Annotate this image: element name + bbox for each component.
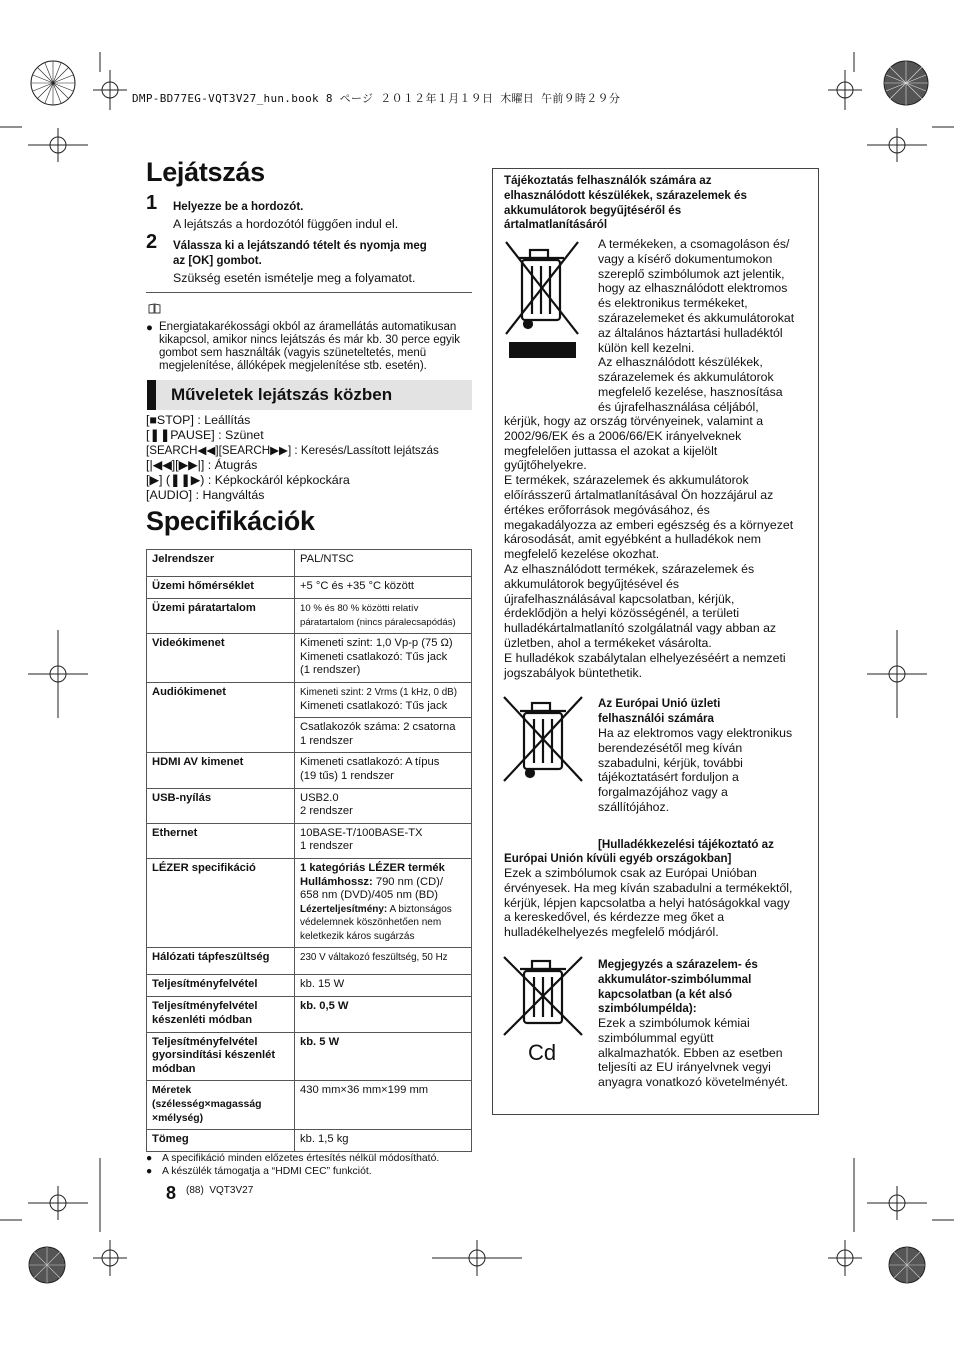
page-code: (88) VQT3V27 (186, 1185, 254, 1196)
eu-text: Ha az elektromos vagy elektronikus berendezésétől meg kíván szabadulni, kérjük, további tájékoztatásért forduljon a forgalmazójához vagy a szállítójához. (598, 726, 793, 814)
info-para1-full: kérjük, hogy az ország törvényeinek, valamint a 2002/96/EK és a 2006/66/EK irányelveknek megfelelően juttassa el azokat a kijelölt gyűjtőhelyekre. E termékek, szárazelemek és akkumulátorok előírásszerű ártalmatlanításával Ön hozzájárul az értékes erőforrások megóvásához, és megakadályozza az emberi egészség és a környezet károsodását, amit egyébként a hulladékok nem megfelelő kezelése okozhat. Az elhasználódott termékek, szárazelemek és akkumulátorok begyűjtésével és újrafelhasználásával kapcsolatban, kérjük, érdeklődjön a helyi közösségénél, a területi hulladékártalmatlanító szolgálatnál vagy abban az üzletben, ahol a termékeket vásárolta. E hulladékok szabálytalan elhelyezéséért a nemzeti jogszabályok büntethetik. (504, 414, 794, 680)
table-row: Ethernet 10BASE-T/100BASE-TX 1 rendszer (147, 823, 472, 858)
table-row: Audiókimenet Kimeneti szint: 2 Vrms (1 kHz, 0 dB) Kimeneti csatlakozó: Tűs jack (147, 682, 472, 717)
crossed-bin-icon (500, 955, 586, 1041)
info-title: Tájékoztatás felhasználók számára az elhasználódott készülékek, szárazelemek és akkumulátorok begyűjtéséről és ártalmatlanításáról (504, 174, 747, 232)
battery-text: Ezek a szimbólumok kémiai szimbólummal együtt alkalmazhatók. Ebben az esetben teljesíti az EU irányelvnek vegyi anyagra vonatkozó követelményét. (598, 1016, 789, 1090)
table-row: Üzemi hőmérséklet +5 °C és +35 °C között (147, 577, 472, 599)
table-row: Teljesítményfelvétel készenléti módban kb. 0,5 W (147, 997, 472, 1032)
op-search: [SEARCH◀◀][SEARCH▶▶] : Keresés/Lassított lejátszás (146, 444, 439, 457)
table-row: Hálózati tápfeszültség 230 V váltakozó feszültség, 50 Hz (147, 948, 472, 975)
operations-list (146, 413, 439, 503)
op-pause: [❚❚PAUSE] : Szünet (146, 428, 264, 442)
info-para1-side: A termékeken, a csomagoláson és/ vagy a kísérő dokumentumokon szereplő szimbólumok azt jelentik, hogy az elhasználódott elektromos és elektronikus termékeket, szárazelemeket és akkumulátorokat az általános háztartási hulladéktól külön kell kezelni. Az elhasználódott készülékek, szárazelemek és akkumulátorok megfelelő kezelése, hasznosítása és újrafelhasználása céljából, (598, 237, 795, 414)
step-1-heading: Helyezze be a hordozót. (173, 201, 304, 213)
lejatszas-title: Lejátszás (146, 157, 265, 187)
non-eu-text: Ezek a szimbólumok csak az Európai Unióban érvényesek. Ha meg kíván szabadulni a termékektől, kérjük, lépjen kapcsolatba a helyi hatóságokkal vagy a kereskedővel, és kérdezze meg őket a hulladékelhelyezés megfelelő módjáról. (504, 866, 793, 940)
table-row: Tömeg kb. 1,5 kg (147, 1130, 472, 1152)
non-eu-title-1: [Hulladékkezelési tájékoztató az (598, 838, 774, 851)
battery-title: Megjegyzés a szárazelem- és akkumulátor-szimbólummal kapcsolatban (a két alsó szimbólumpélda): (598, 958, 758, 1016)
step-2-heading-2: az [OK] gombot. (173, 255, 262, 267)
eu-title: Az Európai Unió üzleti felhasználói számára (598, 697, 721, 725)
step-1-number: 1 (146, 192, 158, 214)
op-stop: [■STOP] : Leállítás (146, 413, 251, 427)
crossed-bin-icon (500, 236, 584, 360)
table-row: Jelrendszer PAL/NTSC (147, 550, 472, 577)
spec-title: Specifikációk (146, 506, 315, 536)
spec-notes: ● A specifikáció minden előzetes értesítés nélkül módosítható. ● A készülék támogatja a “HDMI CEC” funkciót. (146, 1153, 440, 1177)
table-row: Teljesítményfelvétel gyorsindítási készenlét módban kb. 5 W (147, 1032, 472, 1081)
book-icon (148, 303, 161, 314)
table-row: Teljesítményfelvétel kb. 15 W (147, 975, 472, 997)
print-header: DMP-BD77EG-VQT3V27_hun.book 8 ページ ２０１２年１月１９日 木曜日 午前９時２９分 (132, 92, 621, 105)
page-number: 8 (166, 1183, 177, 1203)
table-row: LÉZER specifikáció 1 kategóriás LÉZER termék Hullámhossz: 790 nm (CD)/ 658 nm (DVD)/405 nm (BD) Lézerteljesítmény: A biztonságos védelemnek köszönhetően nem keletkezik káros sugárzás (147, 858, 472, 948)
op-audio: [AUDIO] : Hangváltás (146, 488, 265, 502)
muveletek-header (147, 380, 472, 410)
divider (146, 292, 472, 293)
op-skip: [|◀◀][▶▶|] : Átugrás (146, 458, 258, 472)
table-row: Videókimenet Kimeneti szint: 1,0 Vp-p (75 Ω) Kimeneti csatlakozó: Tűs jack (1 rendszer) (147, 634, 472, 683)
note-bullet: ● (146, 322, 153, 334)
table-row: Méretek (szélesség×magasság ×mélység) 430 mm×36 mm×199 mm (147, 1081, 472, 1130)
muveletek-title: Műveletek lejátszás közben (171, 385, 393, 404)
table-row: Csatlakozók száma: 2 csatorna 1 rendszer (147, 718, 472, 753)
step-1-text: A lejátszás a hordozótól függően indul el. (173, 217, 399, 231)
step-2-number: 2 (146, 231, 158, 253)
step-2-heading-1: Válassza ki a lejátszandó tételt és nyomja meg (173, 240, 427, 252)
table-row: Üzemi páratartalom 10 % és 80 % közötti relatív páratartalom (nincs páralecsapódás) (147, 599, 472, 634)
non-eu-title-2: Európai Unión kívüli egyéb országokban] (504, 852, 732, 865)
note-text: Energiatakarékossági okból az áramellátás automatikusan kikapcsol, amikor nincs lejátszás és már kb. 30 perce egyik gombot sem használták (vagyis szüneteltetés, menü megjelenítése, állóképek megjelenítése stb. esetén). (159, 321, 461, 372)
table-row: HDMI AV kimenet Kimeneti csatlakozó: A típus (19 tűs) 1 rendszer (147, 753, 472, 788)
cd-symbol: Cd (528, 1040, 557, 1065)
op-frame: [▶] (❚❚▶) : Képkockáról képkockára (146, 473, 350, 487)
crossed-bin-icon (500, 693, 586, 785)
table-row: USB-nyílás USB2.0 2 rendszer (147, 788, 472, 823)
step-2-text: Szükség esetén ismételje meg a folyamatot. (173, 271, 416, 285)
spec-table (146, 549, 472, 1152)
